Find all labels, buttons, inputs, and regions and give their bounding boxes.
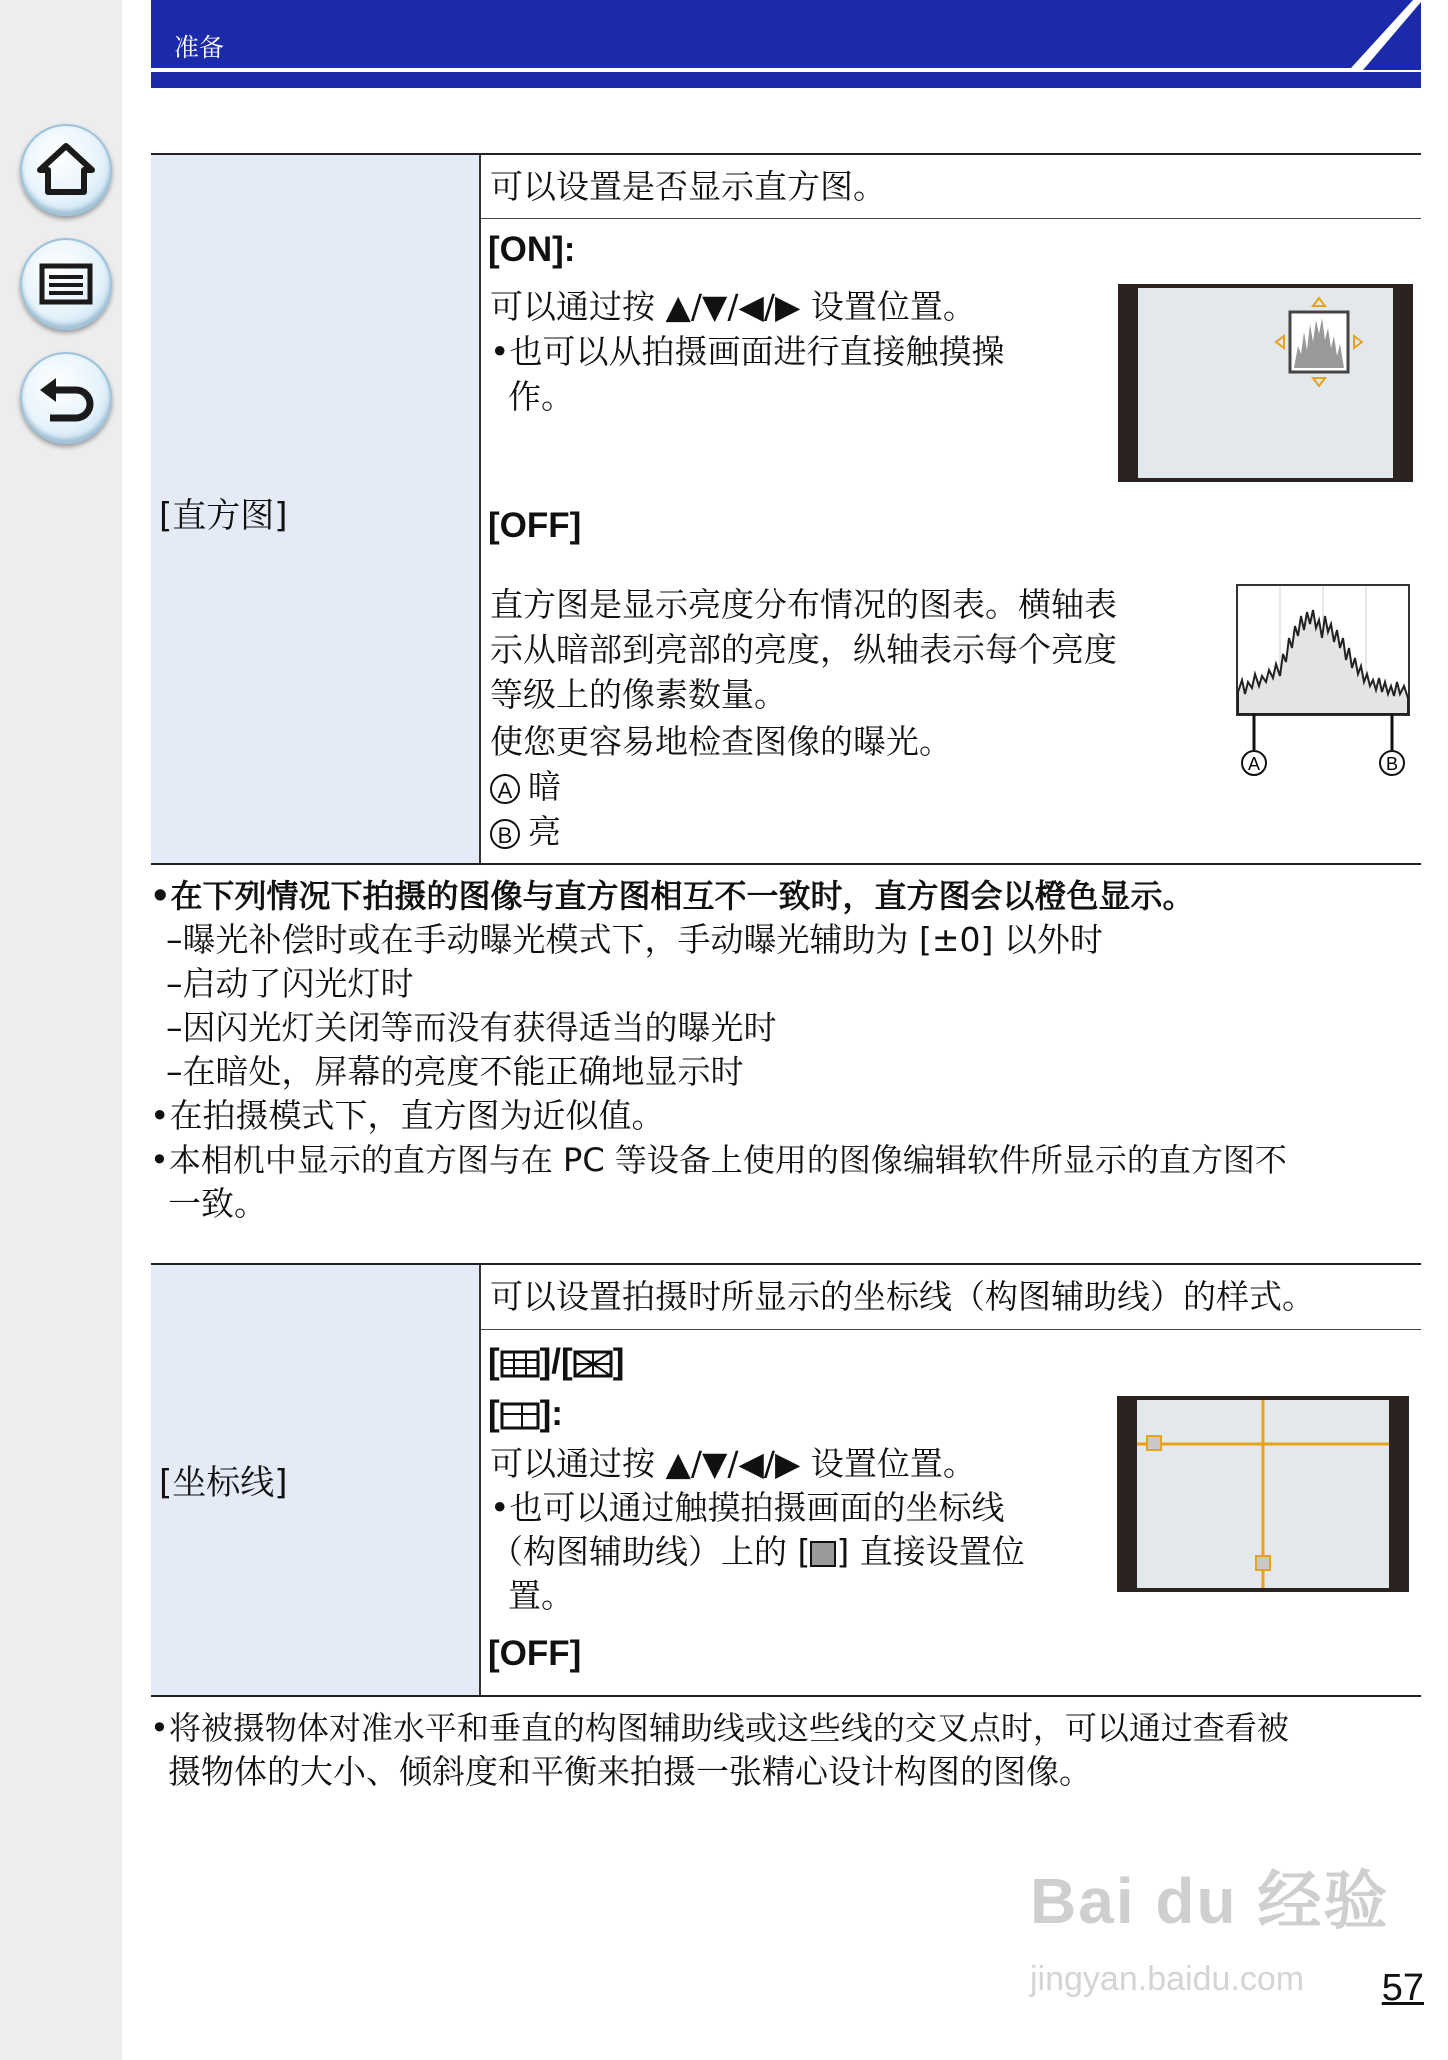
- home-icon: [22, 126, 110, 214]
- table-bottom-border: [151, 863, 1421, 865]
- grid-3x3-icon: [500, 1350, 540, 1378]
- guide-custom-option: [ ]:: [488, 1394, 563, 1433]
- baidu-watermark-url: jingyan.baidu.com: [1030, 1960, 1305, 1998]
- guide-line4: 置。: [508, 1576, 574, 1615]
- header-title: 准备: [174, 33, 225, 62]
- menu-button[interactable]: [20, 238, 112, 330]
- page-number: 57: [1381, 1967, 1424, 2009]
- note-sub-3: –因闪光灯关闭等而没有获得适当的曝光时: [166, 1008, 777, 1047]
- guide-off-label: [OFF]: [488, 1634, 582, 1673]
- guide-handle-icon: [810, 1541, 836, 1567]
- back-button[interactable]: [20, 352, 112, 444]
- histogram-divider: [481, 218, 1421, 219]
- note-sub-4: –在暗处，屏幕的亮度不能正确地显示时: [166, 1052, 744, 1091]
- baidu-watermark: Bai du 经验: [1030, 1865, 1390, 1937]
- guide-note-line2: 摄物体的大小、倾斜度和平衡来拍摄一张精心设计构图的图像。: [168, 1752, 1092, 1791]
- legend-bright-text: 亮: [528, 812, 561, 851]
- back-icon: [22, 354, 110, 442]
- histogram-position-preview: [1118, 284, 1413, 482]
- guide-options: [ ]/[ ]: [488, 1342, 625, 1381]
- menu-list-icon: [22, 240, 110, 328]
- note-pc-diff-line1: •本相机中显示的直方图与在 PC 等设备上使用的图像编辑软件所显示的直方图不: [150, 1141, 1287, 1179]
- figure-marker-a: A: [1247, 754, 1261, 774]
- histogram-on-label: [ON]:: [488, 230, 576, 269]
- histogram-label-cell: [151, 155, 481, 863]
- header-bar-shape: [151, 0, 1421, 90]
- figure-marker-b: B: [1385, 754, 1399, 774]
- marker-a-circle: A: [490, 774, 520, 804]
- histogram-desc-line3: 等级上的像素数量。: [490, 675, 787, 714]
- legend-bright: [490, 810, 561, 854]
- histogram-label: [直方图]: [159, 496, 288, 536]
- guide-divider: [481, 1329, 1421, 1330]
- guide-label: [坐标线]: [159, 1463, 288, 1503]
- histogram-desc-line4: 使您更容易地检查图像的曝光。: [490, 722, 952, 761]
- histogram-desc-line2: 示从暗部到亮部的亮度，纵轴表示每个亮度: [490, 630, 1117, 669]
- grid-custom-icon: [500, 1402, 540, 1430]
- note-approx: •在拍摄模式下，直方图为近似值。: [150, 1096, 665, 1135]
- guide-description: 可以设置拍摄时所显示的坐标线（构图辅助线）的样式。: [490, 1277, 1315, 1316]
- legend-dark-text: 暗: [528, 767, 561, 806]
- histogram-on-line2: •也可以从拍摄画面进行直接触摸操: [490, 332, 1005, 371]
- legend-dark: [490, 765, 561, 809]
- histogram-sample-figure: [1234, 582, 1414, 782]
- note-sub-2: –启动了闪光灯时: [166, 964, 414, 1003]
- section-header: [151, 0, 1421, 90]
- guide-custom-suffix: ]:: [539, 1394, 563, 1433]
- histogram-description: 可以设置是否显示直方图。: [490, 167, 886, 206]
- guide-line2: •也可以通过触摸拍摄画面的坐标线: [490, 1488, 1005, 1527]
- grid-diagonal-icon: [573, 1350, 613, 1378]
- guide-note-line1: •将被摄物体对准水平和垂直的构图辅助线或这些线的交叉点时，可以通过查看被: [150, 1709, 1289, 1747]
- guide-line3: （构图辅助线）上的 [ ] 直接设置位: [490, 1532, 1025, 1571]
- note-orange-warning: •在下列情况下拍摄的图像与直方图相互不一致时，直方图会以橙色显示。: [150, 877, 1195, 915]
- guide-table-bottom-border: [151, 1695, 1421, 1697]
- guide-line1: 可以通过按 ▲/▼/◀/▶ 设置位置。: [490, 1444, 976, 1483]
- histogram-on-line3: 作。: [508, 377, 574, 416]
- histogram-desc-line1: 直方图是显示亮度分布情况的图表。横轴表: [490, 585, 1117, 624]
- note-pc-diff-line2: 一致。: [168, 1184, 267, 1223]
- histogram-off-label: [OFF]: [488, 506, 582, 545]
- histogram-on-line1: 可以通过按 ▲/▼/◀/▶ 设置位置。: [490, 287, 976, 326]
- note-sub-1: –曝光补偿时或在手动曝光模式下，手动曝光辅助为 [±0] 以外时: [166, 920, 1103, 959]
- guide-line-preview: [1117, 1396, 1409, 1592]
- guide-label-cell: [151, 1265, 481, 1695]
- marker-b-circle: B: [490, 819, 520, 849]
- guide-options-separator: ]/[: [539, 1342, 573, 1381]
- home-button[interactable]: [20, 124, 112, 216]
